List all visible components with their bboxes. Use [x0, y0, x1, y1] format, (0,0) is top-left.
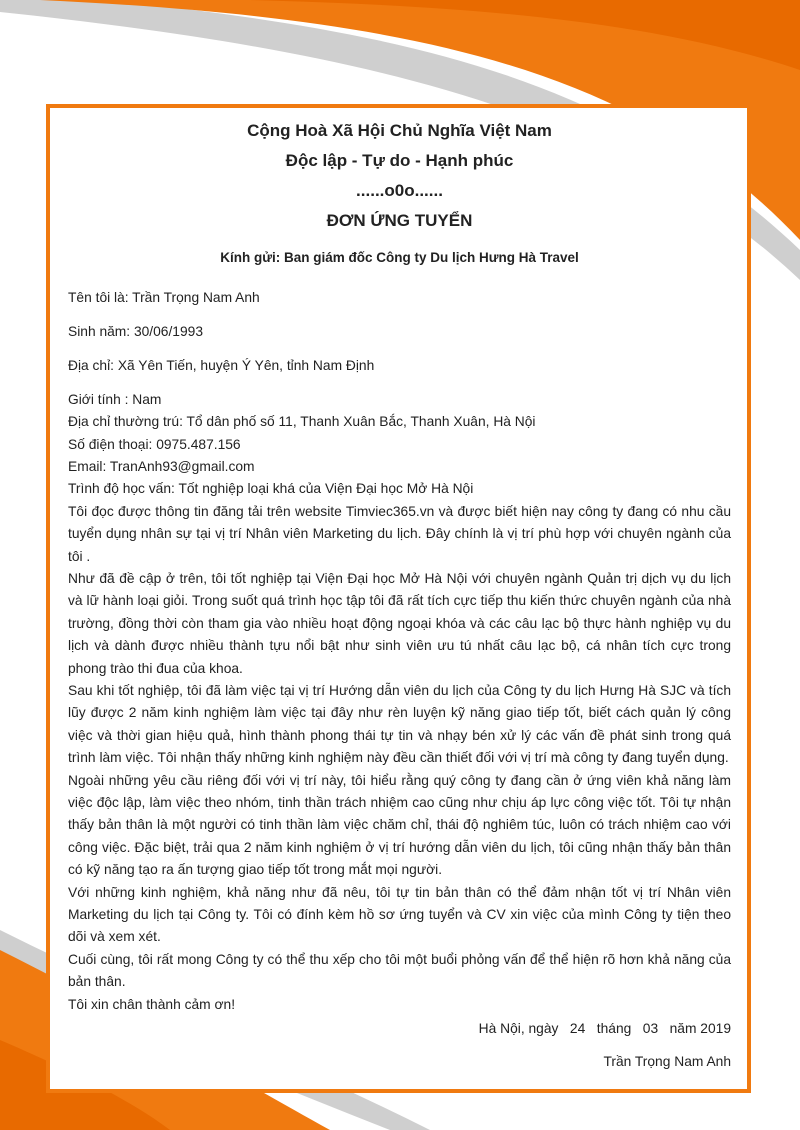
paragraph-intro: Tôi đọc được thông tin đăng tải trên website Timviec365.vn và được biết hiện nay công ty đang có nhu cầu tuyển dụng nhân sự tại vị trí Nhân viên Marketing du lịch. Đây chính là vị trí phù hợp với chuyên ngành của tôi .	[68, 503, 731, 564]
letter-frame	[46, 104, 751, 1093]
signature-name: Trần Trọng Nam Anh	[603, 1054, 731, 1070]
paragraph-request: Cuối cùng, tôi rất mong Công ty có thể thu xếp cho tôi một buổi phỏng vấn để thể hiện rõ hơn khả năng của bản thân.	[68, 951, 731, 990]
motto: Độc lập - Tự do - Hạnh phúc	[285, 151, 514, 170]
separator: ......o0o......	[356, 181, 443, 200]
paragraph-education: Như đã đề cập ở trên, tôi tốt nghiệp tại Viện Đại học Mở Hà Nội với chuyên ngành Quản trị dịch vụ du lịch và lữ hành loại giỏi. Trong suốt quá trình học tập tôi đã rất tích cực tiếp thu kiến thức chuyên ngành của nhà trường, đồng thời còn tham gia vào nhiều hoạt động ngoại khóa và các câu lạc bộ thực hành nghiệp vụ du lịch và dành được nhiều thành tựu nổi bật như sinh viên ưu tú nhất câu lạc bộ, cá nhân tích cực trong phong trào thi đua của khoa.	[68, 570, 731, 676]
info-email: Email: TranAnh93@gmail.com	[68, 458, 255, 474]
info-address: Địa chỉ: Xã Yên Tiến, huyện Ý Yên, tỉnh Nam Định	[68, 357, 375, 373]
info-name: Tên tôi là: Trần Trọng Nam Anh	[68, 290, 260, 305]
info-gender: Giới tính : Nam	[68, 391, 162, 407]
page-title: ĐƠN ỨNG TUYỂN	[326, 211, 473, 230]
paragraph-attachment: Với những kinh nghiệm, khả năng như đã nêu, tôi tự tin bản thân có thể đảm nhận tốt vị trí Nhân viên Marketing du lịch tại Công ty. Tôi có đính kèm hồ sơ ứng tuyển và CV xin việc của mình Công ty tiện theo dõi và xem xét.	[68, 884, 731, 945]
letter-body	[68, 116, 731, 1073]
info-education: Trình độ học vấn: Tốt nghiệp loại khá của Viện Đại học Mở Hà Nội	[68, 481, 474, 497]
recipient: Kính gửi: Ban giám đốc Công ty Du lịch Hưng Hà Travel	[220, 250, 579, 265]
country-title: Cộng Hoà Xã Hội Chủ Nghĩa Việt Nam	[247, 121, 552, 140]
info-phone: Số điện thoại: 0975.487.156	[68, 436, 241, 452]
info-residence: Địa chỉ thường trú: Tổ dân phố số 11, Thanh Xuân Bắc, Thanh Xuân, Hà Nội	[68, 414, 536, 430]
paragraph-skills: Ngoài những yêu cầu riêng đối với vị trí này, tôi hiểu rằng quý công ty đang cần ở ứng viên khả năng làm việc độc lập, làm việc theo nhóm, tinh thần trách nhiệm cao cũng như chịu áp lực công việc tốt. Tôi tự nhận thấy bản thân là một người có tinh thần làm việc chăm chỉ, thái độ nghiêm túc, luôn có trách nhiệm cao với công việc. Đặc biệt, trải qua 2 năm kinh nghiệm ở vị trí hướng dẫn viên du lịch, tôi cũng nhận thấy bản thân có kỹ năng tạo ra ấn tượng giao tiếp tốt trong mắt mọi người.	[68, 772, 731, 878]
paragraph-thanks: Tôi xin chân thành cảm ơn!	[68, 996, 236, 1012]
paragraph-experience: Sau khi tốt nghiệp, tôi đã làm việc tại vị trí Hướng dẫn viên du lịch của Công ty du lịch Hưng Hà SJC và tích lũy được 2 năm kinh nghiệm làm việc tại đây như rèn luyện kỹ năng giao tiếp tốt, biết cách quản lý công việc và thời gian hiệu quả, hình thành phong thái tự tin và nhạy bén xử lý các vấn đề phát sinh trong quá trình làm việc. Tôi nhận thấy những kinh nghiệm này đều cần thiết đối với vị trí mà công ty đang tuyển dụng.	[68, 683, 731, 766]
info-birth: Sinh năm: 30/06/1993	[68, 323, 204, 339]
signature-date: Hà Nội, ngày 24 tháng 03 năm 2019	[478, 1021, 731, 1037]
